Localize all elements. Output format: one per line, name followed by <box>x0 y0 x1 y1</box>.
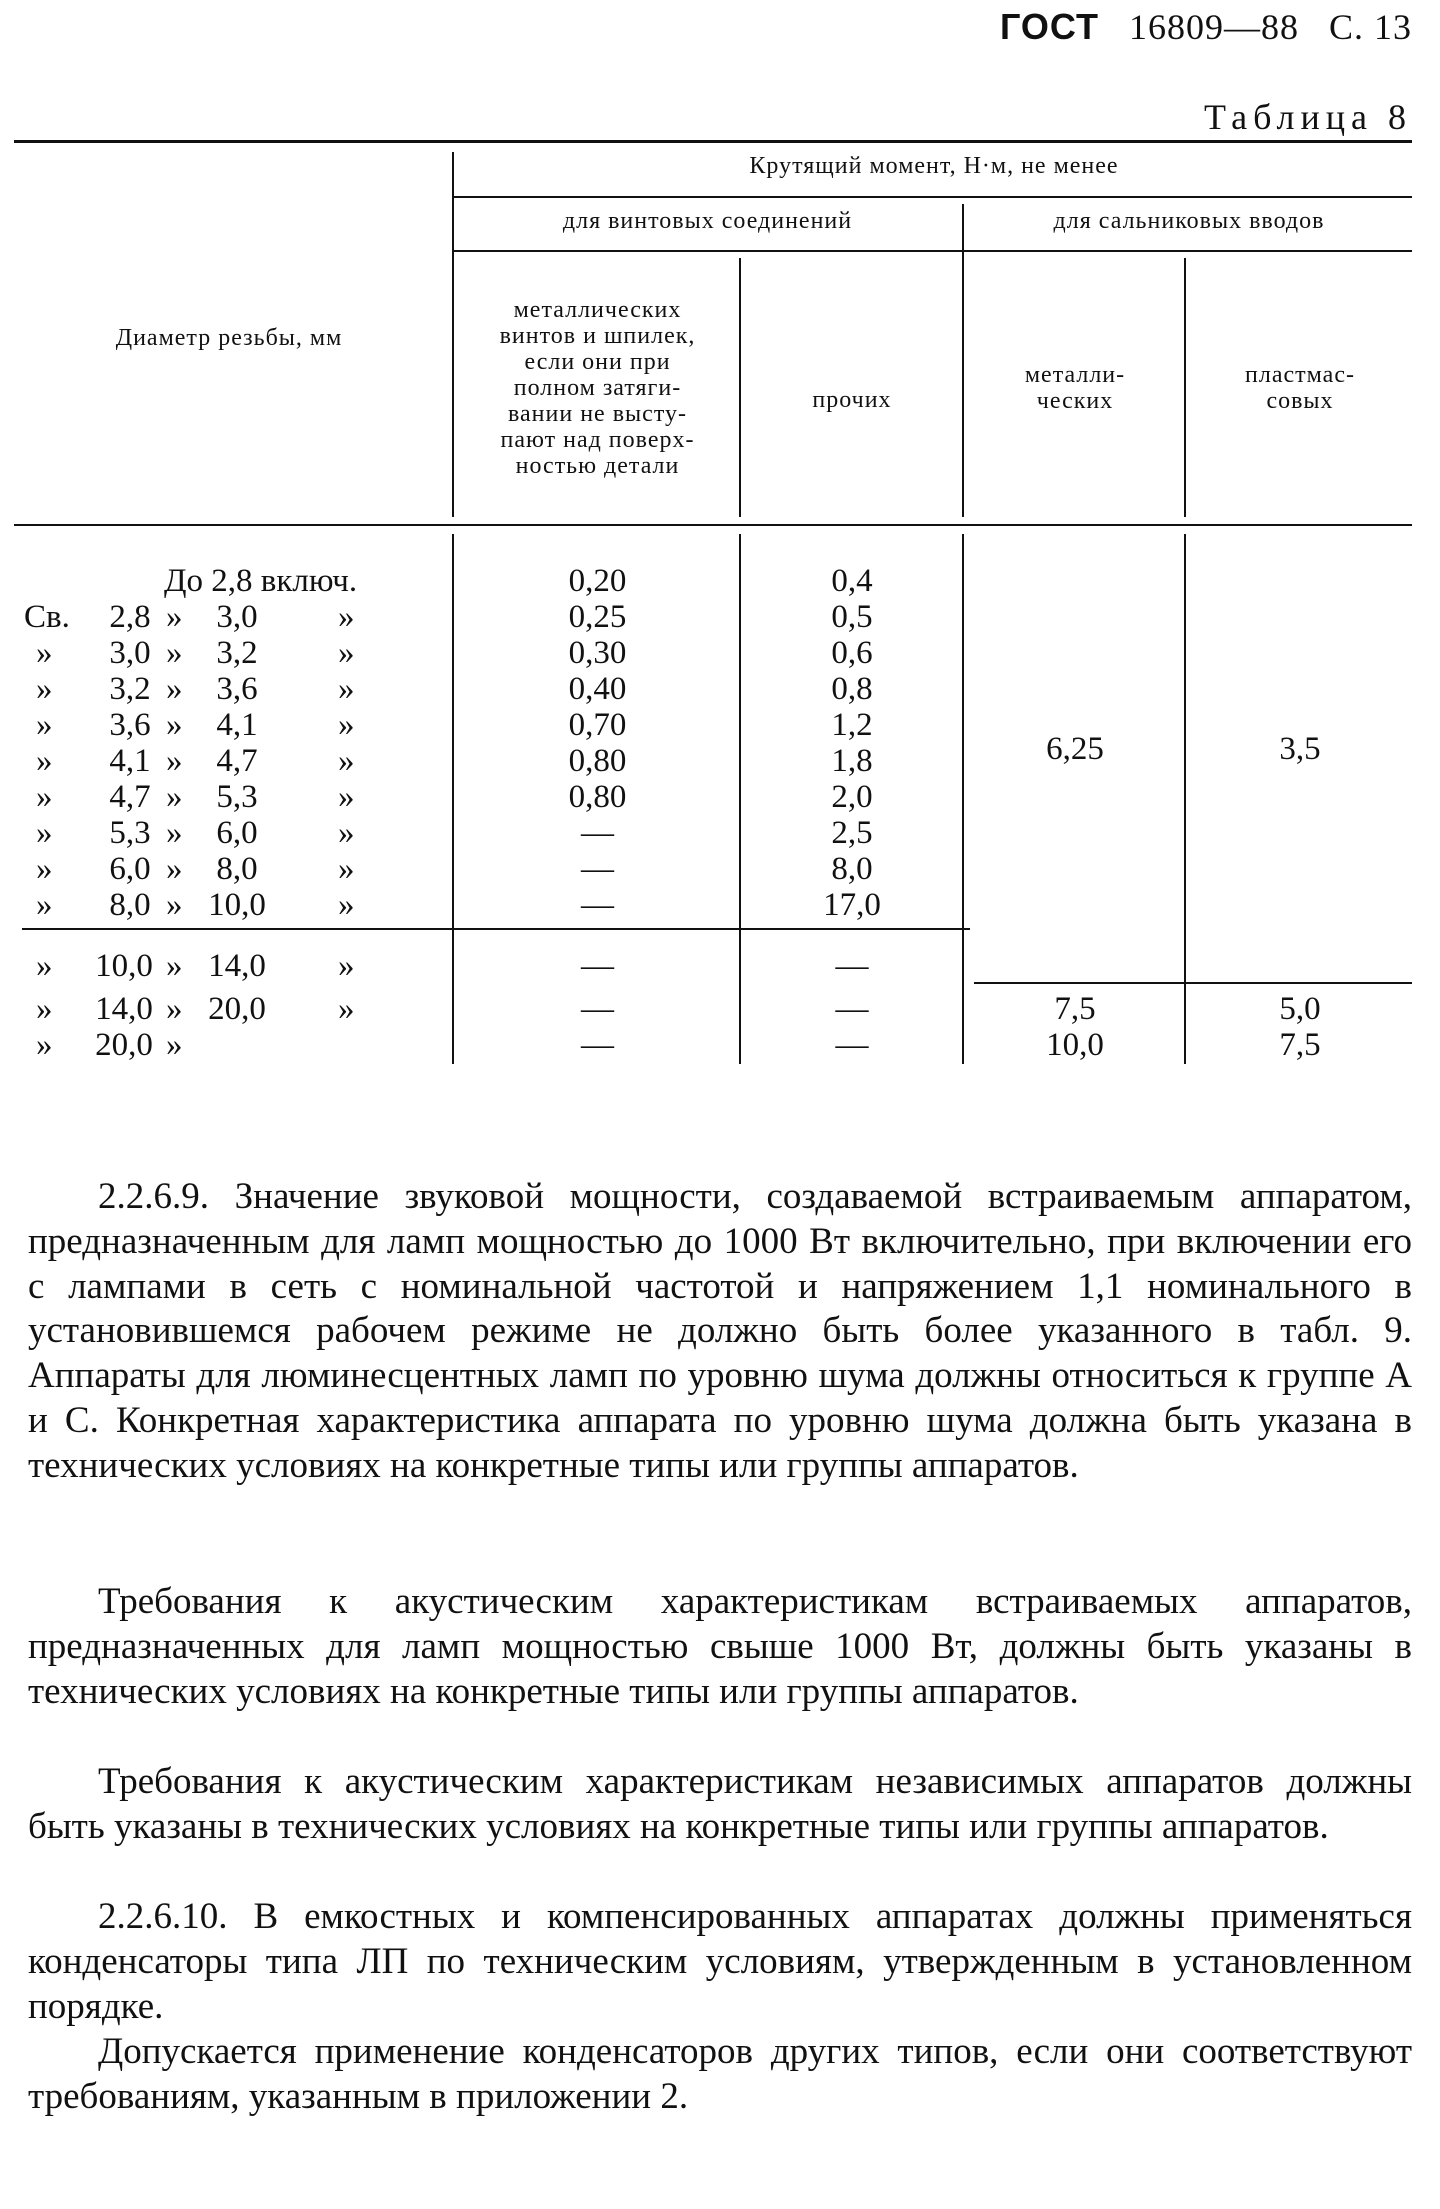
standard-number: 16809—88 <box>1128 7 1299 47</box>
diameter-prefix: » <box>36 779 53 815</box>
gland-break-rule <box>974 982 1412 984</box>
diameter-suffix: » <box>338 948 355 984</box>
vline-2-body <box>739 534 741 1064</box>
diameter-prefix: » <box>36 1027 53 1063</box>
diameter-to: 4,1 <box>216 707 258 743</box>
diameter-suffix: » <box>338 671 355 707</box>
diameter-from: 2,8 <box>109 599 151 635</box>
other-value: 2,0 <box>831 779 873 815</box>
other-value: 8,0 <box>831 851 873 887</box>
vline-3-body <box>962 534 964 1064</box>
header-gland-group: для сальниковых вводов <box>1053 208 1325 234</box>
diameter-to: 5,3 <box>216 779 258 815</box>
ditto-mark: » <box>166 1027 183 1063</box>
diameter-from: 3,0 <box>109 635 151 671</box>
metal-value: — <box>581 851 614 887</box>
diameter-to: 10,0 <box>208 887 266 923</box>
vline-4-body <box>1184 534 1186 1064</box>
subgroup-rule <box>452 250 1412 252</box>
other-value: 0,5 <box>831 599 873 635</box>
ditto-mark: » <box>166 815 183 851</box>
diameter-suffix: » <box>338 743 355 779</box>
header-other: прочих <box>812 387 892 413</box>
gland-metallic-value: 7,5 <box>1054 991 1096 1027</box>
diameter-prefix: » <box>36 991 53 1027</box>
diameter-suffix: » <box>338 779 355 815</box>
metal-value: — <box>581 887 614 923</box>
other-value: — <box>835 948 869 984</box>
table-top-rule <box>14 140 1412 143</box>
diameter-from: 6,0 <box>109 851 151 887</box>
diameter-suffix: » <box>338 815 355 851</box>
row-break-rule <box>22 928 970 930</box>
torque-group-rule <box>452 196 1412 198</box>
metal-value: — <box>581 815 614 851</box>
header-screw-group: для винтовых соединений <box>562 208 853 234</box>
diameter-prefix: » <box>36 671 53 707</box>
header-plastic: пластмас- совых <box>1245 362 1355 414</box>
metal-value: 0,40 <box>568 671 627 707</box>
diameter-prefix: » <box>36 887 53 923</box>
diameter-from: 3,6 <box>109 707 151 743</box>
diameter-prefix: » <box>36 815 53 851</box>
vline-3-header <box>962 204 964 517</box>
gland-metallic-merged: 6,25 <box>1046 731 1104 767</box>
diameter-prefix: Св. <box>24 599 70 635</box>
other-value: 0,4 <box>831 563 873 599</box>
diameter-to: 20,0 <box>208 991 266 1027</box>
ditto-mark: » <box>166 743 183 779</box>
metal-value: 0,30 <box>568 635 627 671</box>
vline-1-body <box>452 534 454 1064</box>
other-value: 2,5 <box>831 815 873 851</box>
gland-plastic-merged: 3,5 <box>1279 731 1321 767</box>
other-value: 1,8 <box>831 743 873 779</box>
diameter-range-0: До 2,8 включ. <box>164 563 358 599</box>
ditto-mark: » <box>166 887 183 923</box>
page-number: С. 13 <box>1328 7 1412 47</box>
paragraph-acoustic-builtin: Требования к акустическим характеристикам встраиваемых аппаратов, предназначенных для ламп мощностью свыше 1000 Вт, должны быть указаны в технических условиях на конкретные типы или группы аппаратов. <box>28 1581 1412 1712</box>
metal-value: 0,80 <box>568 779 627 815</box>
diameter-from: 10,0 <box>95 948 153 984</box>
paragraph-acoustic-independent: Требования к акустическим характеристикам независимых аппаратов должны быть указаны в технических условиях на конкретные типы или группы аппаратов. <box>28 1761 1412 1847</box>
metal-value: 0,25 <box>568 599 627 635</box>
vline-1-header <box>452 152 454 517</box>
diameter-to: 8,0 <box>216 851 258 887</box>
diameter-from: 14,0 <box>95 991 153 1027</box>
metal-value: — <box>581 948 614 984</box>
diameter-suffix: » <box>338 707 355 743</box>
gland-plastic-value: 5,0 <box>1279 991 1321 1027</box>
other-value: 17,0 <box>823 887 881 923</box>
vline-4-header <box>1184 258 1186 517</box>
metal-value: 0,20 <box>568 563 627 599</box>
diameter-prefix: » <box>36 948 53 984</box>
gland-metallic-value: 10,0 <box>1046 1027 1104 1063</box>
metal-value: — <box>581 991 614 1027</box>
standard-label: ГОСТ <box>999 6 1099 47</box>
other-value: 0,6 <box>831 635 873 671</box>
other-value: — <box>835 1027 869 1063</box>
diameter-suffix: » <box>338 851 355 887</box>
diameter-from: 20,0 <box>95 1027 153 1063</box>
ditto-mark: » <box>166 948 183 984</box>
metal-value: 0,80 <box>568 743 627 779</box>
diameter-prefix: » <box>36 707 53 743</box>
paragraph-2-2-6-9: 2.2.6.9. Значение звуковой мощности, создаваемой встраиваемым аппаратом, предназначенным для ламп мощностью до 1000 Вт включительно, при включении его с лампами в сеть с номинальной частотой и напряжением 1,1 номинального в установившемся рабочем режиме не должно быть более указанного в табл. 9. Аппараты для люминесцентных ламп по уровню шума должны относиться к группе А и С. Конкретная характеристика аппарата по уровню шума должна быть указана в технических условиях на конкретные типы или группы аппаратов. <box>28 1176 1412 1486</box>
diameter-suffix: » <box>338 635 355 671</box>
metal-value: — <box>581 1027 614 1063</box>
table-caption: Таблица 8 <box>1204 97 1412 137</box>
ditto-mark: » <box>166 671 183 707</box>
diameter-from: 5,3 <box>109 815 151 851</box>
header-bottom-rule <box>14 524 1412 526</box>
diameter-suffix: » <box>338 991 355 1027</box>
gland-plastic-value: 7,5 <box>1279 1027 1321 1063</box>
diameter-from: 3,2 <box>109 671 151 707</box>
ditto-mark: » <box>166 851 183 887</box>
diameter-to: 3,6 <box>216 671 258 707</box>
diameter-to: 4,7 <box>216 743 258 779</box>
metal-value: 0,70 <box>568 707 627 743</box>
paragraph-2-2-6-10: 2.2.6.10. В емкостных и компенсированных аппаратах должны применяться конденсаторы типа ЛП по техническим условиям, утвержденным в установленном порядке. <box>28 1896 1412 2027</box>
diameter-suffix: » <box>338 887 355 923</box>
diameter-to: 14,0 <box>208 948 266 984</box>
other-value: 0,8 <box>831 671 873 707</box>
ditto-mark: » <box>166 779 183 815</box>
header-metallic: металли- ческих <box>1024 362 1126 414</box>
diameter-from: 8,0 <box>109 887 151 923</box>
ditto-mark: » <box>166 599 183 635</box>
header-metal-screws: металлических винтов и шпилек, если они при полном затяги- вании не высту- пают над поверх- ностью детали <box>499 297 696 479</box>
diameter-prefix: » <box>36 851 53 887</box>
paragraph-capacitors: Допускается применение конденсаторов других типов, если они соответствуют требованиям, указанным в приложении 2. <box>28 2031 1412 2117</box>
ditto-mark: » <box>166 991 183 1027</box>
diameter-to: 3,2 <box>216 635 258 671</box>
diameter-from: 4,7 <box>109 779 151 815</box>
diameter-from: 4,1 <box>109 743 151 779</box>
other-value: 1,2 <box>831 707 873 743</box>
diameter-prefix: » <box>36 743 53 779</box>
diameter-prefix: » <box>36 635 53 671</box>
page-header <box>1000 6 1412 48</box>
header-torque: Крутящий момент, Н·м, не менее <box>749 153 1119 179</box>
diameter-to: 6,0 <box>216 815 258 851</box>
ditto-mark: » <box>166 707 183 743</box>
other-value: — <box>835 991 869 1027</box>
ditto-mark: » <box>166 635 183 671</box>
diameter-suffix: » <box>338 599 355 635</box>
header-diameter: Диаметр резьбы, мм <box>115 325 343 351</box>
diameter-to: 3,0 <box>216 599 258 635</box>
vline-2-header <box>739 258 741 517</box>
